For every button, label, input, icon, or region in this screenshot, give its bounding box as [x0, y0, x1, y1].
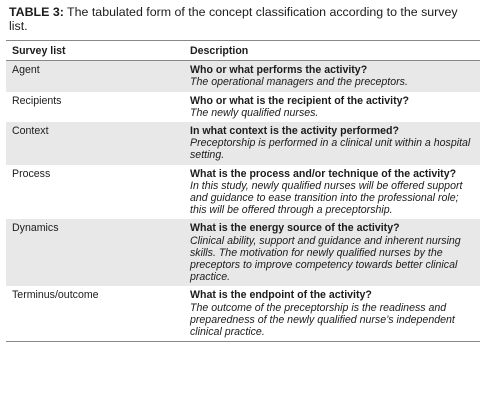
row-description [184, 61, 480, 92]
row-term: Dynamics [6, 219, 184, 286]
row-term: Context [6, 122, 184, 165]
row-answer: In this study, newly qualified nurses will be offered support and guidance to ease transition into the professional role; this will be offered through a preceptorship. [190, 179, 463, 217]
row-answer: The operational managers and the preceptors. [190, 76, 408, 89]
row-question: Who or what is the recipient of the activity? [190, 94, 409, 107]
table-row [6, 122, 480, 165]
row-description [184, 165, 480, 220]
table-label: TABLE 3: [9, 5, 64, 19]
concept-classification-table [6, 40, 480, 342]
table-row [6, 61, 480, 92]
table-row [6, 92, 480, 122]
table-row [6, 219, 480, 286]
row-question: What is the endpoint of the activity? [190, 289, 372, 302]
row-term: Recipients [12, 94, 62, 107]
header-description: Description [184, 41, 480, 61]
header-survey-list: Survey list [6, 41, 184, 61]
row-answer: The outcome of the preceptorship is the readiness and preparedness of the newly qualified nurse’s independent clinical practice. [190, 301, 455, 339]
row-answer: Preceptorship is performed in a clinical unit within a hospital setting. [190, 137, 471, 162]
table-row [6, 165, 480, 220]
row-question: In what context is the activity performed? [190, 125, 399, 138]
row-question: Who or what performs the activity? [190, 64, 368, 77]
row-description [184, 286, 480, 341]
table-header-row [6, 41, 480, 61]
row-term: Terminus/outcome [6, 286, 184, 341]
row-description [184, 92, 480, 122]
row-question: What is the energy source of the activity? [190, 222, 400, 235]
table-caption [9, 5, 477, 33]
row-description [184, 219, 480, 286]
row-term: Agent [6, 61, 184, 92]
row-answer: Clinical ability, support and guidance and inherent nursing skills. The motivation for newly qualified nurses by the preceptors to improve competency towards better clinical practice. [190, 234, 461, 284]
table-caption-text: The tabulated form of the concept classification according to the survey list. [9, 5, 458, 33]
row-answer: The newly qualified nurses. [190, 106, 319, 119]
row-description [184, 122, 480, 165]
table-row [6, 286, 480, 341]
row-term: Process [12, 167, 51, 180]
row-question: What is the process and/or technique of the activity? [190, 167, 457, 180]
